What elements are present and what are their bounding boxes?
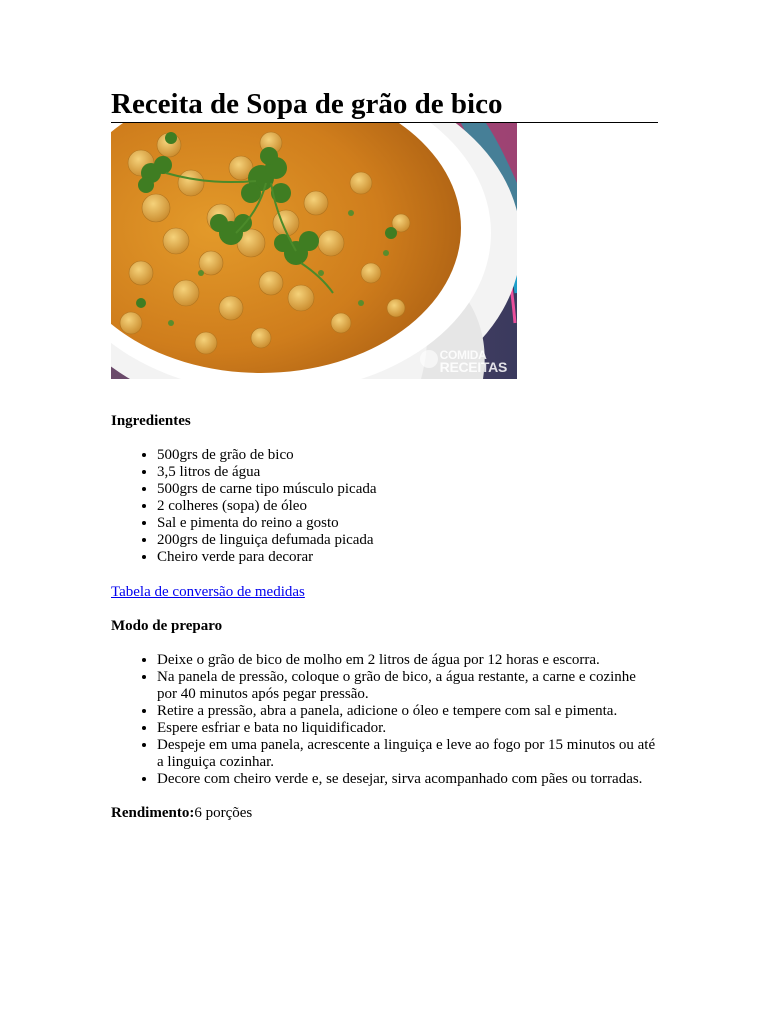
watermark-line1: COMIDA bbox=[439, 348, 487, 362]
soup-photo bbox=[111, 123, 517, 379]
watermark-line2: RECEITAS bbox=[439, 359, 507, 375]
steps-list bbox=[111, 652, 658, 788]
yield-label: Rendimento: bbox=[111, 805, 195, 821]
ingredient-item: • 500grs de grão de bico bbox=[157, 447, 658, 464]
photo-watermark bbox=[440, 349, 507, 373]
ingredient-item: • Cheiro verde para decorar bbox=[157, 549, 658, 566]
recipe-document bbox=[111, 86, 658, 837]
soup-illustration bbox=[111, 123, 517, 379]
recipe-title: Receita de Sopa de grão de bico bbox=[111, 86, 658, 123]
step-item: • Retire a pressão, abra a panela, adicione o óleo e tempere com sal e pimenta. bbox=[157, 703, 658, 720]
conversion-table-link[interactable]: Tabela de conversão de medidas bbox=[111, 584, 305, 600]
ingredients-heading: Ingredientes bbox=[111, 413, 191, 429]
ingredients-list bbox=[111, 447, 658, 566]
yield-value: 6 porções bbox=[194, 805, 253, 821]
step-item: • Na panela de pressão, coloque o grão de bico, a água restante, a carne e cozinhe por 40 minutos após pegar pressão. bbox=[157, 669, 658, 703]
ingredient-item: • Sal e pimenta do reino a gosto bbox=[157, 515, 658, 532]
ingredient-item: • 3,5 litros de água bbox=[157, 464, 658, 481]
ingredient-item: • 200grs de linguiça defumada picada bbox=[157, 532, 658, 549]
ingredient-item: • 2 colheres (sopa) de óleo bbox=[157, 498, 658, 515]
method-heading: Modo de preparo bbox=[111, 618, 223, 634]
ingredient-item: • 500grs de carne tipo músculo picada bbox=[157, 481, 658, 498]
step-item: • Deixe o grão de bico de molho em 2 litros de água por 12 horas e escorra. bbox=[157, 652, 658, 669]
yield-line bbox=[111, 805, 658, 822]
step-item: • Despeje em uma panela, acrescente a linguiça e leve ao fogo por 15 minutos ou até a linguiça cozinhar. bbox=[157, 737, 658, 771]
step-item: • Espere esfriar e bata no liquidificador. bbox=[157, 720, 658, 737]
step-item: • Decore com cheiro verde e, se desejar, sirva acompanhado com pães ou torradas. bbox=[157, 771, 658, 788]
logo-icon bbox=[420, 350, 438, 368]
